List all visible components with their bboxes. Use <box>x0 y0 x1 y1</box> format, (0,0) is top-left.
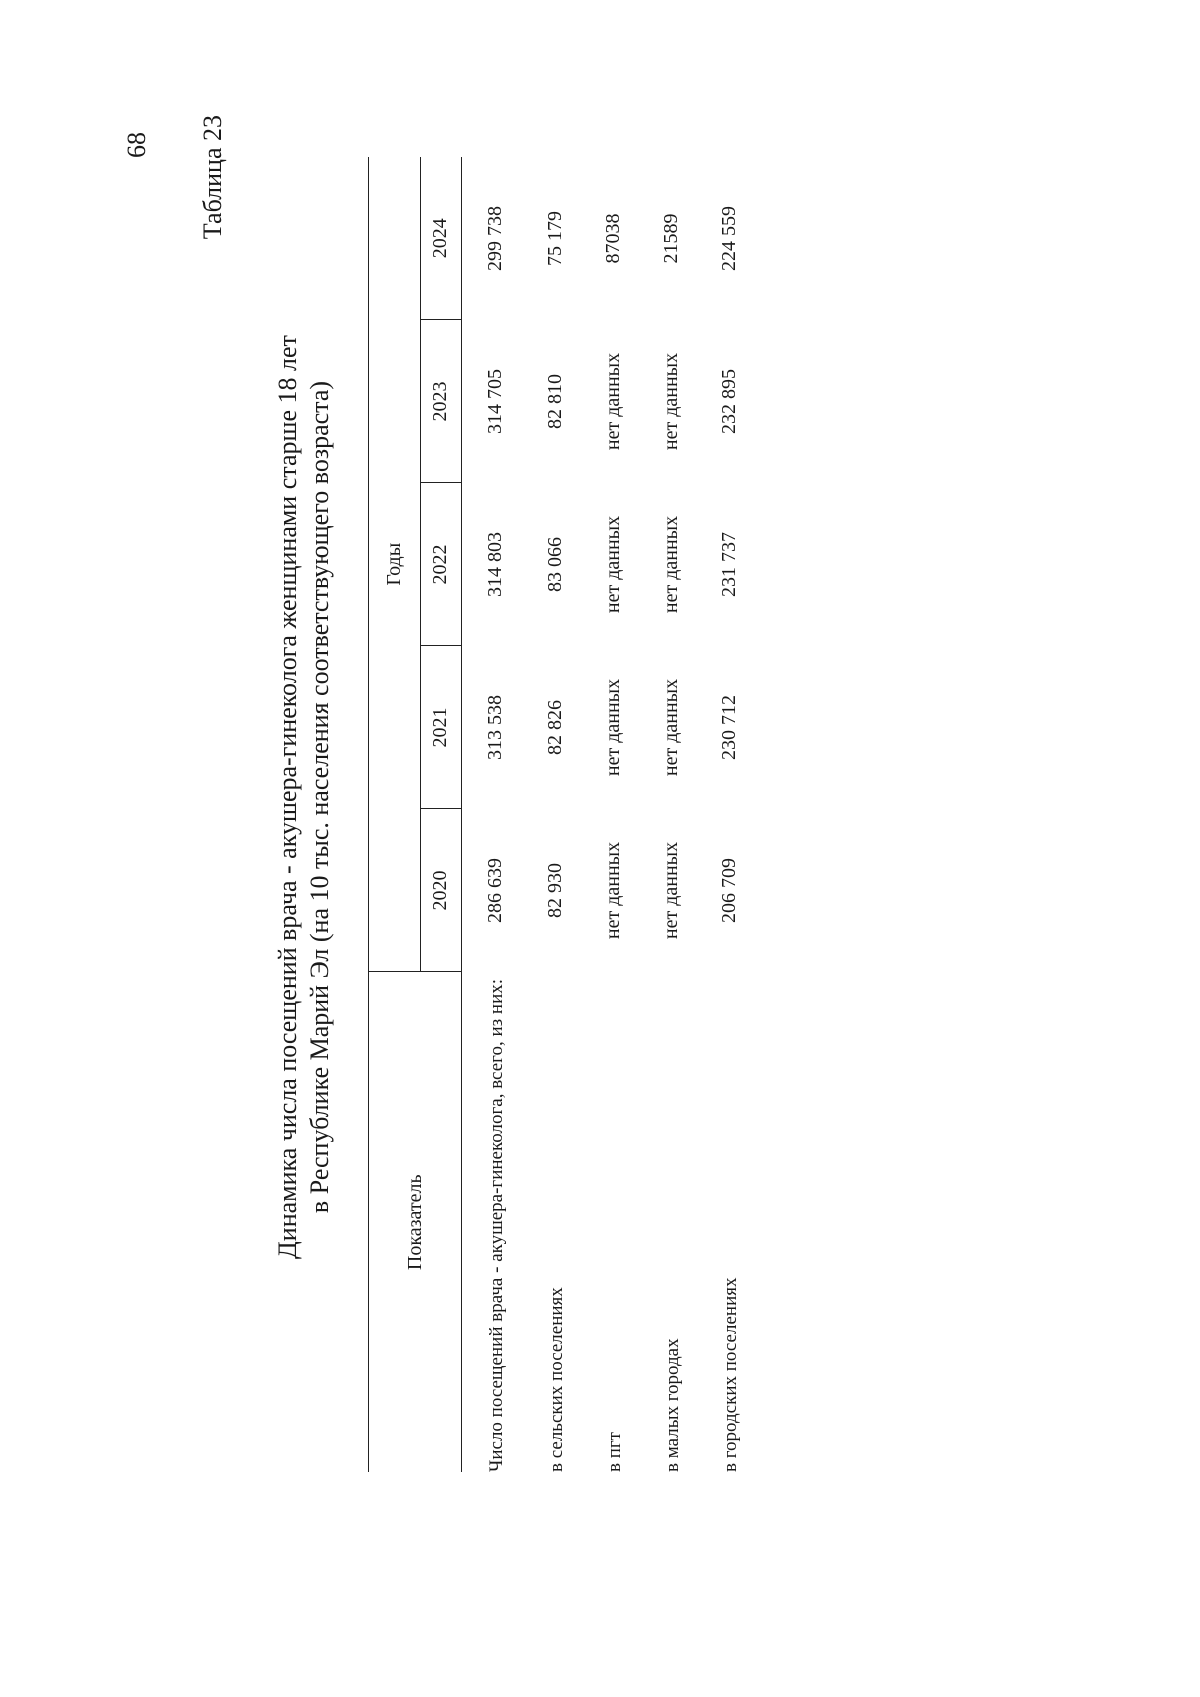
row-label: Число посещений врача - акушера-гинеколога, всего, из них: <box>486 978 507 1472</box>
cell-value: нет данных <box>602 678 624 777</box>
year-header: 2021 <box>420 646 461 809</box>
year-header: 2022 <box>420 483 461 646</box>
cell-value: 232 895 <box>718 369 740 434</box>
row-label: в сельских поселениях <box>546 1287 567 1472</box>
cell-value: 230 712 <box>718 695 740 760</box>
row-label: в городских поселениях <box>720 1277 741 1472</box>
table-title <box>272 197 335 1397</box>
cell-value: 82 810 <box>544 374 566 429</box>
year-header: 2024 <box>420 157 461 320</box>
table-row <box>602 157 660 1472</box>
cell-value: 224 559 <box>718 206 740 271</box>
cell-value: 314 803 <box>484 532 506 597</box>
row-label: в пгт <box>604 1432 625 1472</box>
cell-value: нет данных <box>660 352 682 451</box>
page-number: 68 <box>122 132 151 158</box>
cell-value: 75 179 <box>544 211 566 266</box>
table-row <box>462 157 545 1472</box>
row-label: в малых городах <box>662 1338 683 1472</box>
cell-value: 313 538 <box>484 695 506 760</box>
table-row <box>718 157 776 1472</box>
cell-value: 82 930 <box>544 863 566 918</box>
cell-value: 206 709 <box>718 858 740 923</box>
table-title-line-1: Динамика числа посещений врача - акушера-гинеколога женщинами старше 18 лет <box>273 335 302 1259</box>
cell-value: нет данных <box>602 352 624 451</box>
cell-value: нет данных <box>660 678 682 777</box>
cell-value: 21589 <box>660 213 682 264</box>
cell-value: 286 639 <box>484 858 506 923</box>
cell-value: 87038 <box>602 213 624 264</box>
cell-value: 299 738 <box>484 206 506 271</box>
cell-value: 314 705 <box>484 369 506 434</box>
cell-value: 83 066 <box>544 537 566 592</box>
year-header: 2020 <box>420 809 461 972</box>
indicator-header: Показатель <box>369 972 462 1472</box>
table-row <box>660 157 718 1472</box>
table-number: Таблица 23 <box>198 115 227 240</box>
years-header: Годы <box>369 157 421 972</box>
cell-value: 82 826 <box>544 700 566 755</box>
cell-value: нет данных <box>602 515 624 614</box>
year-header: 2023 <box>420 320 461 483</box>
cell-value: нет данных <box>660 841 682 940</box>
cell-value: нет данных <box>660 515 682 614</box>
cell-value: нет данных <box>602 841 624 940</box>
table-title-line-2: в Республике Марий Эл (на 10 тыс. населения соответствующего возраста) <box>304 380 334 1214</box>
data-table <box>368 157 776 1472</box>
table-row <box>544 157 602 1472</box>
cell-value: 231 737 <box>718 532 740 597</box>
